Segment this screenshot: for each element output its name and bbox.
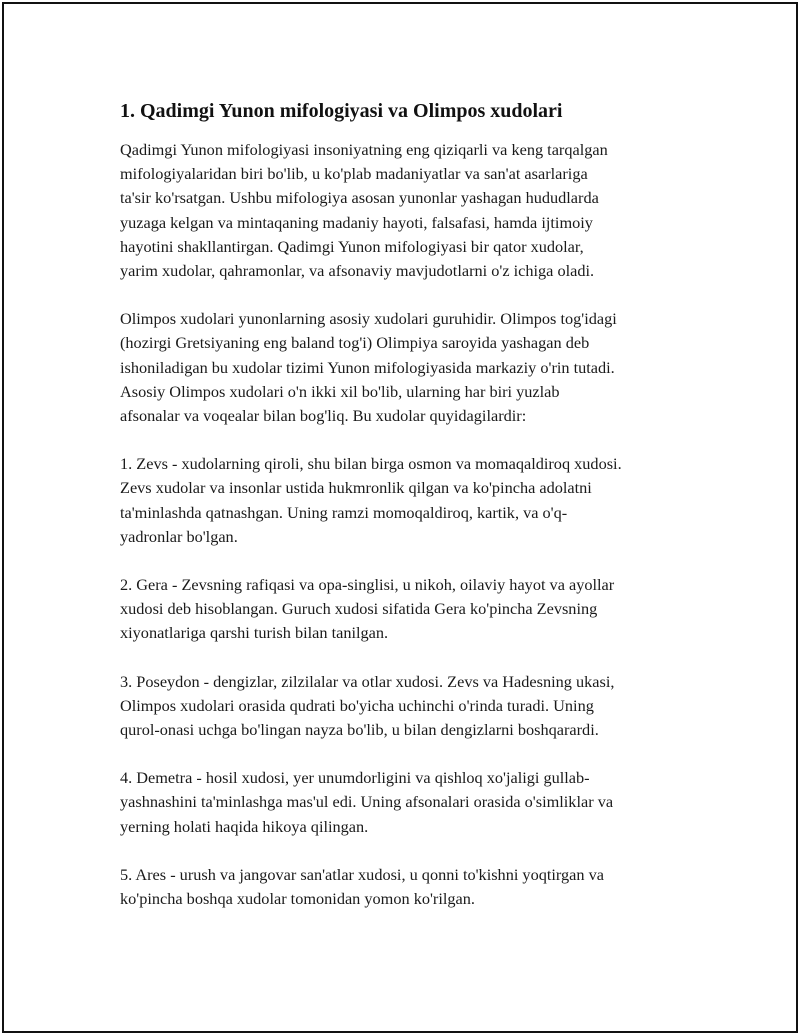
text-line: yuzaga kelgan va mintaqaning madaniy hayoti, falsafasi, hamda ijtimoiy: [120, 212, 593, 232]
list-item-zevs: [120, 452, 700, 549]
text-line: yashnashini ta'minlashga mas'ul edi. Uning afsonalari orasida o'simliklar va: [120, 792, 614, 812]
text-line: 3. Poseydon - dengizlar, zilzilalar va otlar xudosi. Zevs va Hadesning ukasi,: [120, 671, 615, 691]
text-line: qurol-onasi uchga bo'lingan nayza bo'lib, u bilan dengizlarni boshqarardi.: [120, 720, 599, 740]
text-line: xudosi deb hisoblangan. Guruch xudosi sifatida Gera ko'pincha Zevsning: [120, 599, 598, 619]
text-line: ta'sir ko'rsatgan. Ushbu mifologiya asosan yunonlar yashagan hududlarda: [120, 188, 599, 208]
text-line: yarim xudolar, qahramonlar, va afsonaviy mavjudotlarni o'z ichiga oladi.: [120, 261, 595, 281]
text-line: ko'pincha boshqa xudolar tomonidan yomon ko'rilgan.: [120, 889, 475, 909]
list-item-demetra: [120, 766, 700, 839]
document-body: [120, 98, 700, 935]
text-line: Qadimgi Yunon mifologiyasi insoniyatning eng qiziqarli va keng tarqalgan: [120, 140, 608, 159]
text-line: ta'minlashda qatnashgan. Uning ramzi momoqaldiroq, kartik, va o'q-: [120, 502, 568, 522]
text-line: (hozirgi Gretsiyaning eng baland tog'i) Olimpiya saroyida yashagan deb: [120, 333, 590, 353]
text-line: Olimpos xudolari yunonlarning asosiy xudolari guruhidir. Olimpos tog'idagi: [120, 309, 617, 329]
text-line: 2. Gera - Zevsning rafiqasi va opa-singlisi, u nikoh, oilaviy hayot va ayollar: [120, 575, 615, 595]
paragraph-intro: [120, 138, 700, 283]
page-frame: [2, 2, 798, 1033]
text-line: Olimpos xudolari orasida qudrati bo'yicha uchinchi o'rinda turadi. Uning: [120, 695, 594, 715]
text-line: Zevs xudolar va insonlar ustida hukmronlik qilgan va ko'pincha adolatni: [120, 478, 592, 498]
text-line: 1. Zevs - xudolarning qiroli, shu bilan birga osmon va momaqaldiroq xudosi.: [120, 454, 622, 474]
list-item-ares: [120, 863, 700, 911]
text-line: yerning holati haqida hikoya qilingan.: [120, 816, 369, 836]
paragraph-olympians: [120, 307, 700, 428]
text-line: 5. Ares - urush va jangovar san'atlar xudosi, u qonni to'kishni yoqtirgan va: [120, 864, 604, 884]
text-line: hayotini shakllantirgan. Qadimgi Yunon mifologiyasi bir qator xudolar,: [120, 236, 584, 256]
text-line: Asosiy Olimpos xudolari o'n ikki xil bo'lib, ularning har biri yuzlab: [120, 381, 560, 401]
text-line: 4. Demetra - hosil xudosi, yer unumdorligini va qishloq xo'jaligi gullab-: [120, 768, 590, 788]
text-line: afsonalar va voqealar bilan bog'liq. Bu xudolar quyidagilardir:: [120, 406, 527, 426]
list-item-gera: [120, 573, 700, 646]
text-line: ishoniladigan bu xudolar tizimi Yunon mifologiyasida markaziy o'rin tutadi.: [120, 357, 615, 377]
text-line: mifologiyalaridan biri bo'lib, u ko'plab madaniyatlar va san'at asarlariga: [120, 164, 588, 184]
text-line: yadronlar bo'lgan.: [120, 526, 238, 546]
list-item-poseydon: [120, 670, 700, 743]
text-line: xiyonatlariga qarshi turish bilan tanilgan.: [120, 623, 389, 643]
document-title: 1. Qadimgi Yunon mifologiyasi va Olimpos xudolari: [120, 100, 563, 122]
